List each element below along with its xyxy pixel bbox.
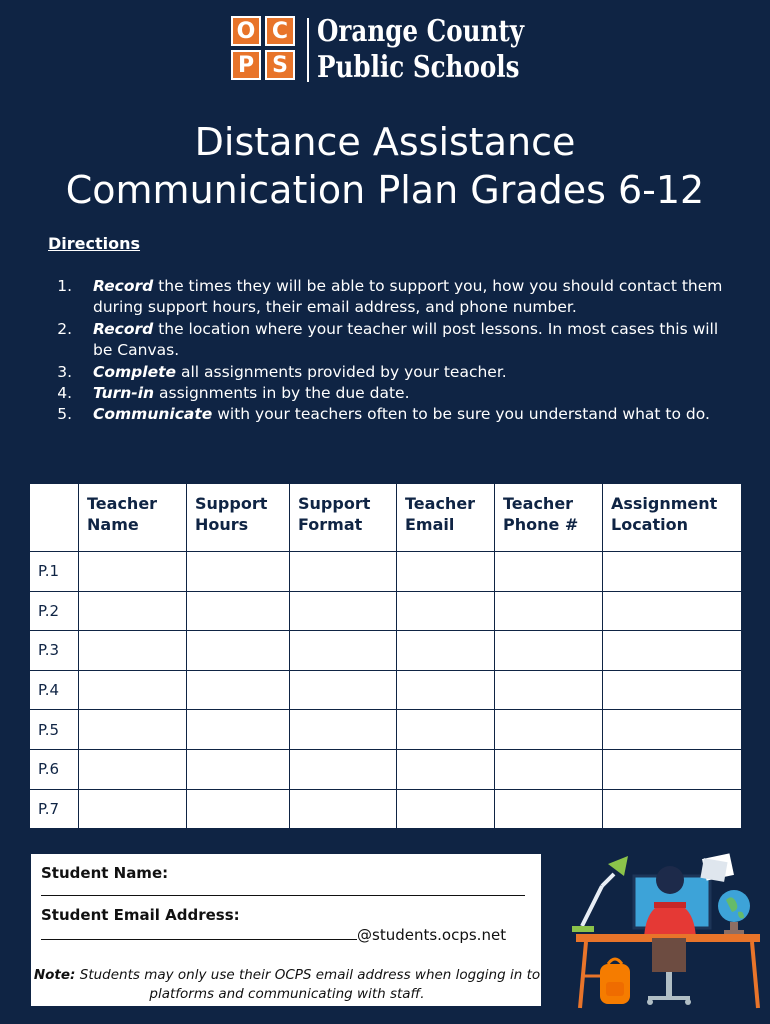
direction-keyword: Record — [93, 277, 154, 295]
student-at-desk-illustration — [562, 846, 762, 1016]
table-cell[interactable] — [603, 749, 742, 789]
note-text: Students may only use their OCPS email address when logging in to platforms and communicating with staff. — [75, 967, 541, 1002]
communication-plan-table — [29, 484, 742, 829]
table-cell[interactable] — [603, 670, 742, 710]
email-note — [31, 966, 543, 1004]
table-row — [30, 591, 742, 631]
table-cell[interactable] — [495, 749, 603, 789]
direction-item — [52, 319, 732, 362]
header-support-hours: Support Hours — [187, 484, 290, 552]
direction-keyword: Record — [93, 319, 154, 338]
page-title — [0, 118, 770, 214]
header-teacher-email: Teacher Email — [397, 484, 495, 552]
table-cell[interactable] — [290, 789, 397, 829]
logo-letter: P — [231, 50, 261, 80]
title-line-1: Distance Assistance — [194, 120, 576, 164]
backpack-icon — [600, 959, 630, 1004]
logo-line-1: Orange County — [317, 14, 525, 49]
table-cell[interactable] — [290, 552, 397, 592]
student-name-field[interactable] — [41, 882, 525, 900]
table-cell[interactable] — [397, 710, 495, 750]
period-label: P.7 — [30, 789, 79, 829]
table-cell[interactable] — [290, 670, 397, 710]
table-cell[interactable] — [603, 591, 742, 631]
table-cell[interactable] — [290, 710, 397, 750]
direction-keyword: Communicate — [93, 405, 213, 424]
header-teacher-phone: Teacher Phone # — [495, 484, 603, 552]
logo-divider — [307, 18, 309, 82]
header-assignment-location: Assignment Location — [603, 484, 742, 552]
table-cell[interactable] — [495, 591, 603, 631]
direction-number: 2. — [57, 319, 72, 338]
period-label: P.1 — [30, 552, 79, 592]
direction-text: the location where your teacher will post lessons. In most cases this will be Canvas. — [93, 319, 719, 360]
direction-text: all assignments provided by your teacher. — [176, 362, 507, 381]
directions-list — [52, 276, 732, 426]
table-cell[interactable] — [79, 631, 187, 671]
table-cell[interactable] — [290, 749, 397, 789]
student-name-label: Student Name: — [41, 864, 169, 882]
books-icon — [700, 853, 734, 882]
table-cell[interactable] — [603, 710, 742, 750]
header-support-format: Support Format — [290, 484, 397, 552]
period-label: P.5 — [30, 710, 79, 750]
table-row — [30, 670, 742, 710]
note-label: Note: — [33, 967, 76, 983]
direction-keyword: Turn-in — [93, 384, 155, 403]
chair-icon — [647, 938, 691, 1005]
table-cell[interactable] — [79, 552, 187, 592]
logo-line-2: Public Schools — [317, 50, 520, 85]
table-cell[interactable] — [79, 789, 187, 829]
period-label: P.2 — [30, 591, 79, 631]
logo-wordmark — [317, 14, 524, 86]
table-cell[interactable] — [495, 552, 603, 592]
table-row — [30, 631, 742, 671]
period-label: P.3 — [30, 631, 79, 671]
student-email-field[interactable] — [41, 926, 506, 944]
table-cell[interactable] — [603, 789, 742, 829]
table-cell[interactable] — [495, 631, 603, 671]
desk-lamp-icon — [572, 856, 628, 932]
globe-icon — [718, 890, 750, 934]
direction-item — [52, 404, 732, 425]
table-cell[interactable] — [187, 789, 290, 829]
logo-letter: S — [265, 50, 295, 80]
direction-number: 3. — [57, 362, 72, 381]
direction-number: 5. — [57, 405, 72, 424]
student-email-suffix: @students.ocps.net — [357, 926, 507, 944]
period-label: P.4 — [30, 670, 79, 710]
student-email-label: Student Email Address: — [41, 906, 240, 924]
direction-number: 4. — [57, 384, 72, 403]
table-header-row — [30, 484, 742, 552]
ocps-logo — [231, 16, 551, 86]
table-row — [30, 552, 742, 592]
title-line-2: Communication Plan Grades 6-12 — [65, 168, 705, 212]
table-cell[interactable] — [79, 749, 187, 789]
header-period — [30, 484, 79, 552]
directions-heading: Directions — [48, 234, 141, 253]
table-cell[interactable] — [603, 552, 742, 592]
table-cell[interactable] — [397, 749, 495, 789]
direction-number: 1. — [57, 277, 72, 295]
table-cell[interactable] — [187, 631, 290, 671]
table-row — [30, 789, 742, 829]
table-cell[interactable] — [397, 552, 495, 592]
student-info-box — [30, 853, 542, 1007]
table-cell[interactable] — [79, 670, 187, 710]
table-row — [30, 710, 742, 750]
direction-keyword: Complete — [93, 362, 177, 381]
table-cell[interactable] — [79, 591, 187, 631]
table-cell[interactable] — [397, 631, 495, 671]
logo-letter: O — [231, 16, 261, 46]
direction-text: the times they will be able to support you, how you should contact them during support hours, their email address, and phone number. — [93, 277, 723, 317]
table-cell[interactable] — [495, 789, 603, 829]
table-cell[interactable] — [603, 631, 742, 671]
table-cell[interactable] — [79, 710, 187, 750]
ocps-logo-mark — [231, 16, 299, 84]
table-cell[interactable] — [290, 631, 397, 671]
direction-text: assignments in by the due date. — [154, 384, 410, 403]
table-cell[interactable] — [397, 591, 495, 631]
direction-item — [52, 362, 732, 383]
table-cell[interactable] — [187, 591, 290, 631]
table-row — [30, 749, 742, 789]
table-cell[interactable] — [187, 749, 290, 789]
table-cell[interactable] — [397, 670, 495, 710]
direction-item — [52, 383, 732, 404]
logo-letter: C — [265, 16, 295, 46]
table-cell[interactable] — [187, 710, 290, 750]
direction-text: with your teachers often to be sure you understand what to do. — [212, 405, 710, 424]
direction-item — [52, 276, 732, 319]
table-cell[interactable] — [187, 670, 290, 710]
header-teacher-name: Teacher Name — [79, 484, 187, 552]
table-cell[interactable] — [187, 552, 290, 592]
table-cell[interactable] — [397, 789, 495, 829]
table-cell[interactable] — [495, 710, 603, 750]
table-cell[interactable] — [495, 670, 603, 710]
table-cell[interactable] — [290, 591, 397, 631]
period-label: P.6 — [30, 749, 79, 789]
